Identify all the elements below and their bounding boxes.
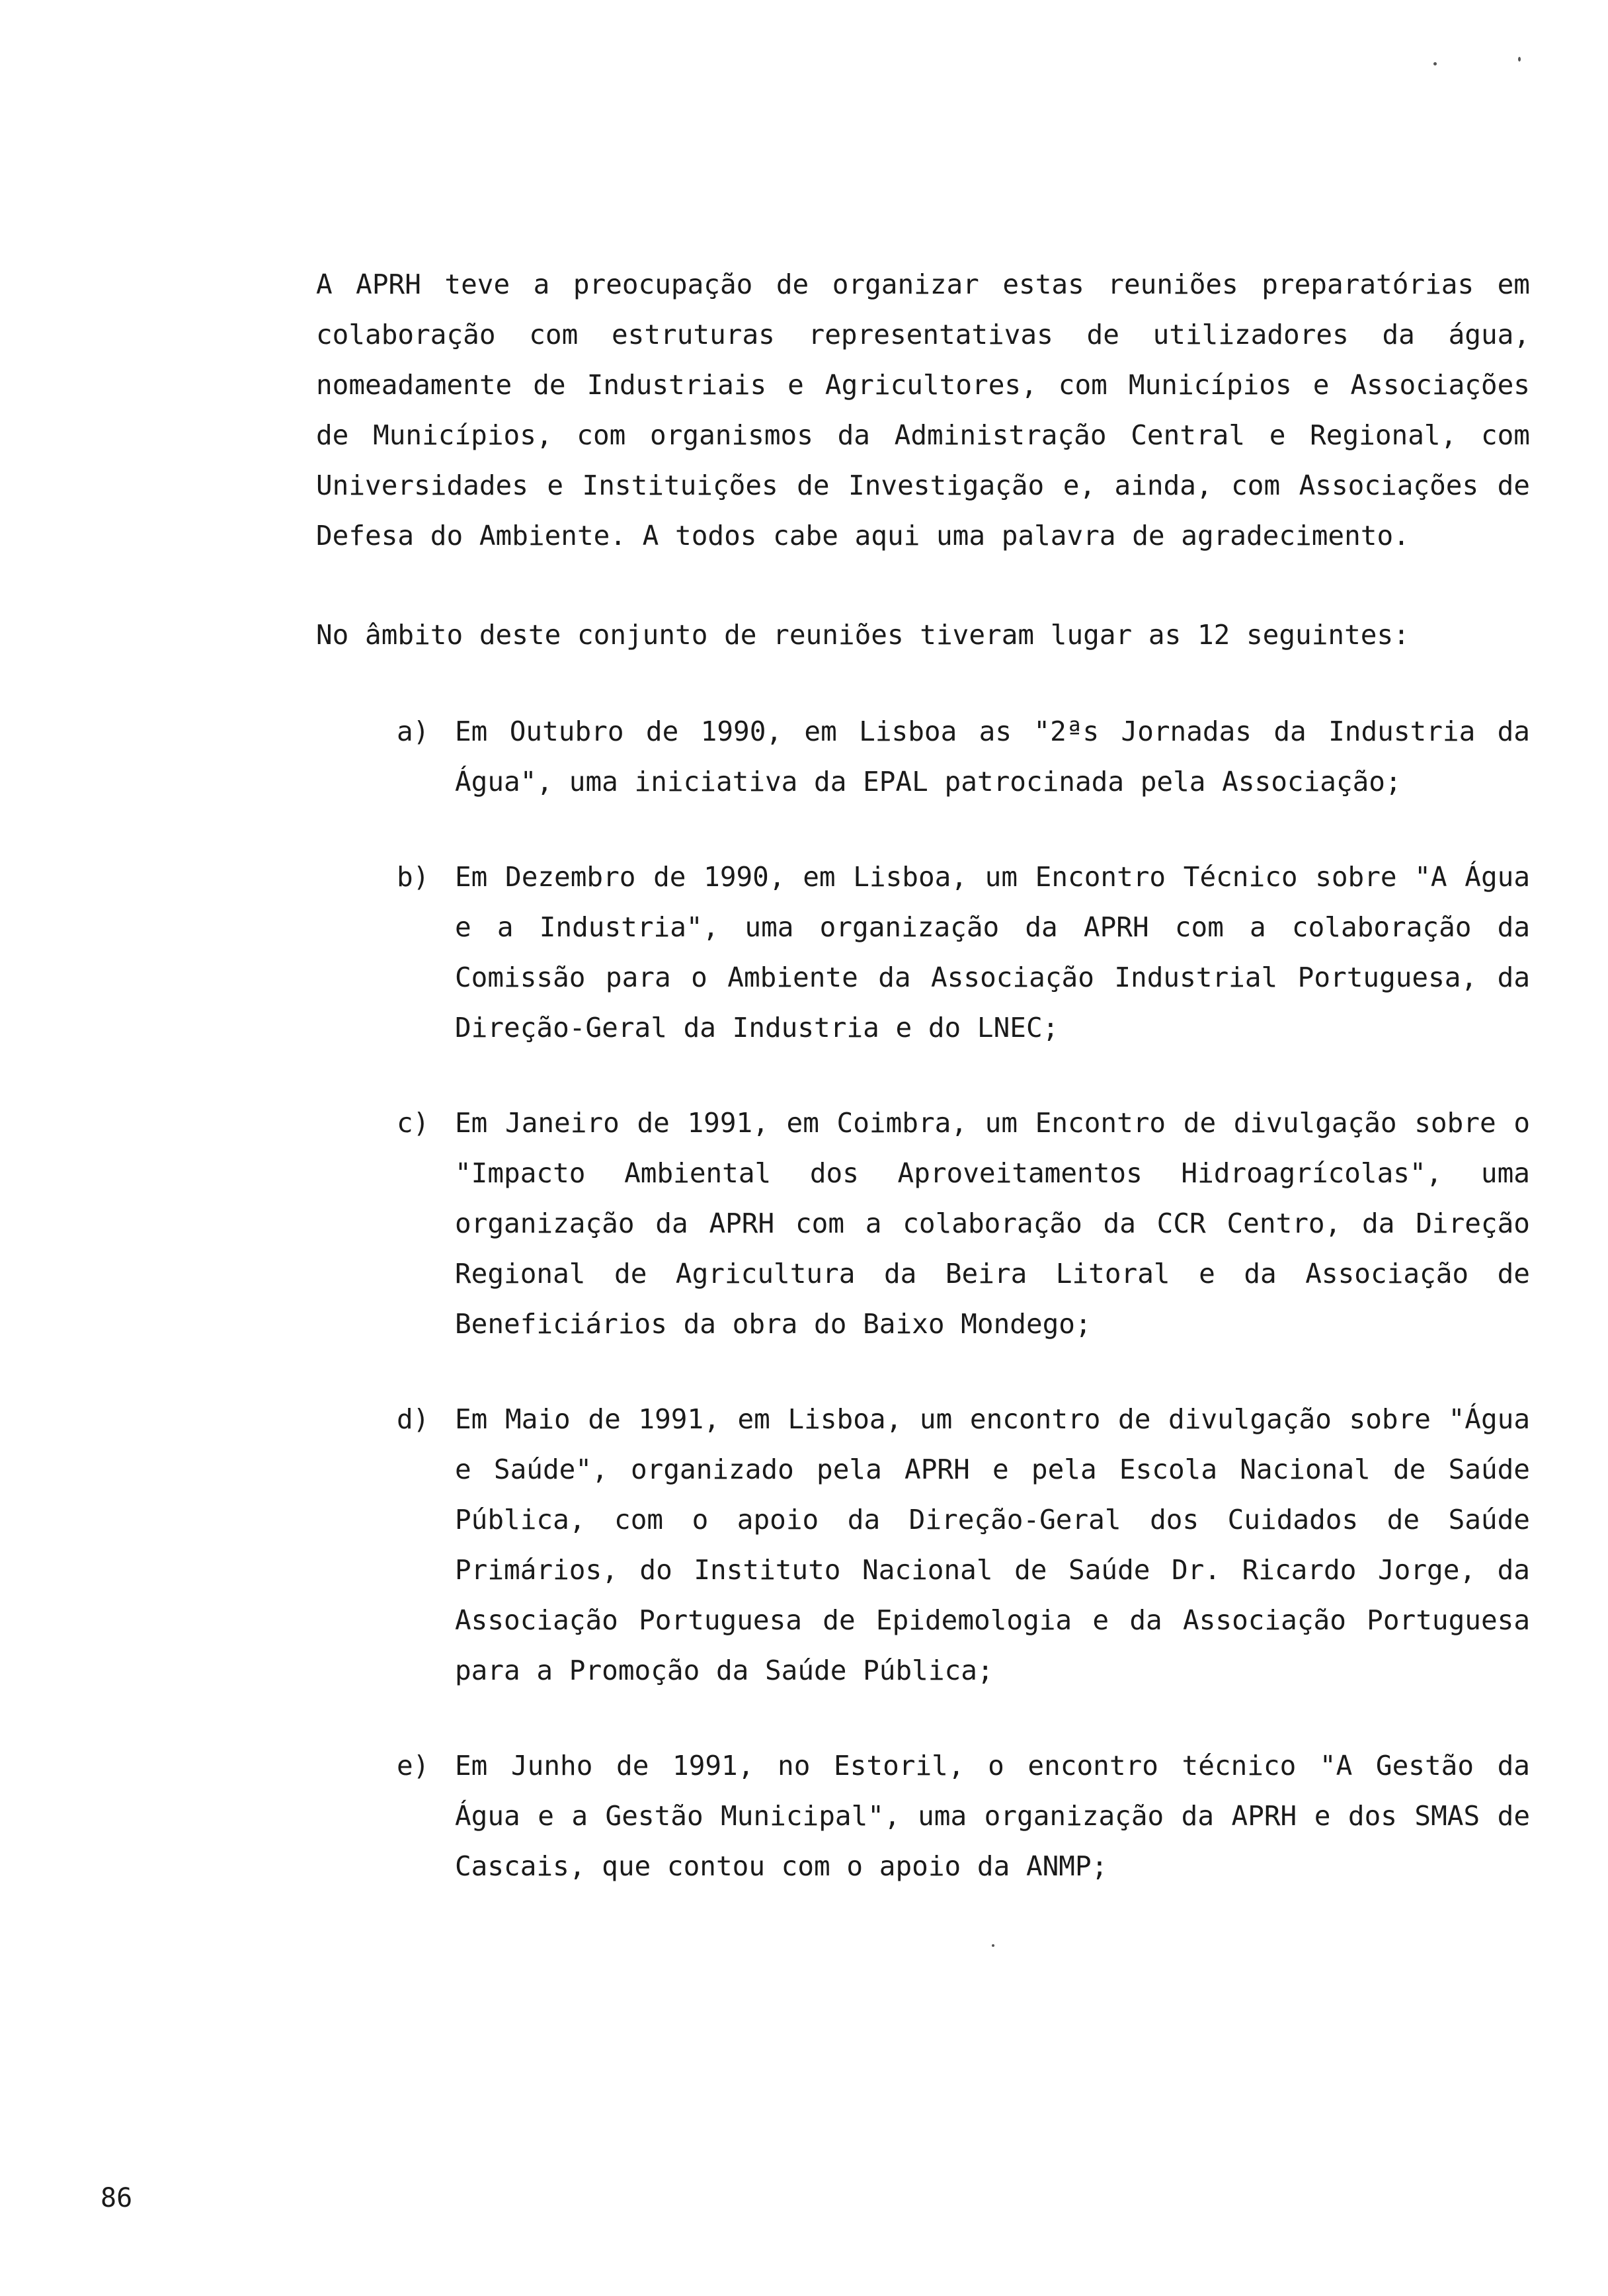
item-marker: e) <box>397 1750 430 1782</box>
meeting-list <box>397 706 1530 1936</box>
item-text: Em Outubro de 1990, em Lisboa as "2ªs Jornadas da Industria da Água", uma iniciativa da EPAL patrocinada pela Associação; <box>455 716 1530 798</box>
list-item <box>397 852 1530 1053</box>
list-item <box>397 1741 1530 1891</box>
item-marker: a) <box>397 716 430 747</box>
scan-speck <box>992 1944 994 1947</box>
item-text: Em Maio de 1991, em Lisboa, um encontro de divulgação sobre "Água e Saúde", organizado pela APRH e pela Escola Nacional de Saúde Pública, com o apoio da Direção-Geral dos Cuidados de Saúde Primários, do Instituto Nacional de Saúde Dr. Ricardo Jorge, da Associação Portuguesa de Epidemologia e da Associação Portuguesa para a Promoção da Saúde Pública; <box>455 1403 1530 1686</box>
list-item <box>397 706 1530 807</box>
intro-paragraph: A APRH teve a preocupação de organizar estas reuniões preparatórias em colaboração com estruturas representativas de utilizadores da água, nomeadamente de Industriais e Agricultores, com Municípios e Associações de Municípios, com organismos da Administração Central e Regional, com Universidades e Instituições de Investigação e, ainda, com Associações de Defesa do Ambiente. A todos cabe aqui uma palavra de agradecimento. <box>316 268 1530 552</box>
list-item <box>397 1098 1530 1349</box>
scan-speck <box>1433 62 1437 65</box>
list-item <box>397 1394 1530 1696</box>
item-text: Em Janeiro de 1991, em Coimbra, um Encontro de divulgação sobre o "Impacto Ambiental dos Aproveitamentos Hidroagrícolas", uma organização da APRH com a colaboração da CCR Centro, da Direção Regional de Agricultura da Beira Litoral e da Associação de Beneficiários da obra do Baixo Mondego; <box>455 1107 1530 1340</box>
page-number: 86 <box>100 2183 133 2213</box>
item-marker: c) <box>397 1107 430 1139</box>
scan-speck <box>1518 57 1521 62</box>
item-text: Em Dezembro de 1990, em Lisboa, um Encontro Técnico sobre "A Água e a Industria", uma organização da APRH com a colaboração da Comissão para o Ambiente da Associação Industrial Portuguesa, da Direção-Geral da Industria e do LNEC; <box>455 861 1530 1044</box>
item-marker: d) <box>397 1403 430 1435</box>
item-text: Em Junho de 1991, no Estoril, o encontro técnico "A Gestão da Água e a Gestão Municipal", uma organização da APRH e dos SMAS de Cascais, que contou com o apoio da ANMP; <box>455 1750 1530 1882</box>
lead-sentence: No âmbito deste conjunto de reuniões tiveram lugar as 12 seguintes: <box>316 619 1410 651</box>
item-marker: b) <box>397 861 430 893</box>
